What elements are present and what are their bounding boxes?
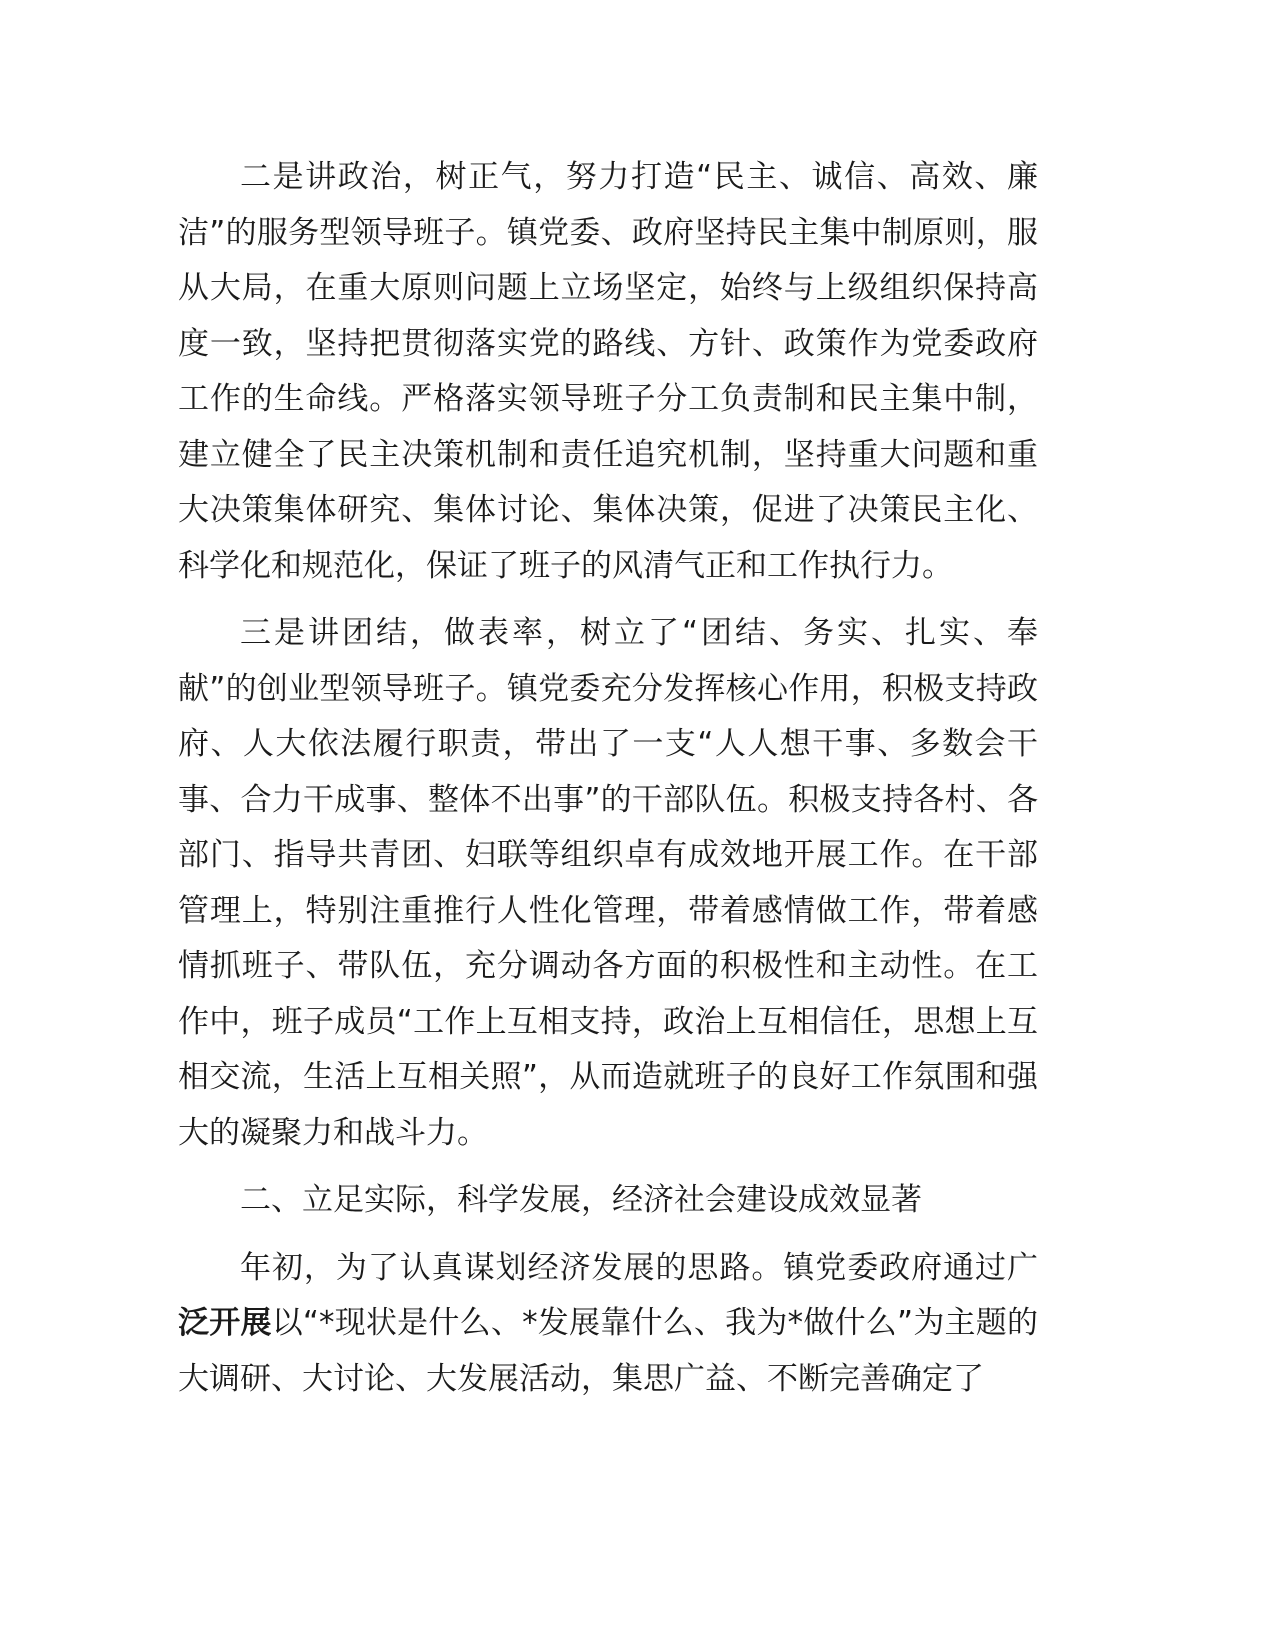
paragraph-political-integrity: 二是讲政治，树正气，努力打造“民主、诚信、高效、廉洁”的服务型领导班子。镇党委、政府坚持民主集中制原则，服从大局，在重大原则问题上立场坚定，始终与上级组织保持高度一致，坚持把贯彻落实党的路线、方针、政策作为党委政府工作的生命线。严格落实领导班子分工负责制和民主集中制，建立健全了民主决策机制和责任追究机制，坚持重大问题和重大决策集体研究、集体讨论、集体决策，促进了决策民主化、科学化和规范化，保证了班子的风清气正和工作执行力。 xyxy=(178,159,1038,584)
paragraph-economic-planning xyxy=(178,1241,1038,1408)
document-body xyxy=(178,150,1038,1419)
paragraph-text-start: 年初，为了认真谋划经济发展的思路。镇党委政府通过广 xyxy=(240,1249,1038,1286)
paragraph-text-end: 以“*现状是什么、*发展靠什么、我为*做什么”为主题的大调研、大讨论、大发展活动，集思广益、不断完善确定了 xyxy=(178,1305,1038,1397)
section-heading-economic-development: 二、立足实际，科学发展，经济社会建设成效显著 xyxy=(240,1182,922,1218)
paragraph-unity: 三是讲团结，做表率，树立了“团结、务实、扎实、奉献”的创业型领导班子。镇党委充分发挥核心作用，积极支持政府、人大依法履行职责，带出了一支“人人想干事、多数会干事、合力干成事、整体不出事”的干部队伍。积极支持各村、各部门、指导共青团、妇联等组织卓有成效地开展工作。在干部管理上，特别注重推行人性化管理，带着感情做工作，带着感情抓班子、带队伍，充分调动各方面的积极性和主动性。在工作中，班子成员“工作上互相支持，政治上互相信任，思想上互相交流，生活上互相关照”，从而造就班子的良好工作氛围和强大的凝聚力和战斗力。 xyxy=(178,615,1038,1151)
bold-phrase: 泛开展 xyxy=(178,1305,272,1341)
